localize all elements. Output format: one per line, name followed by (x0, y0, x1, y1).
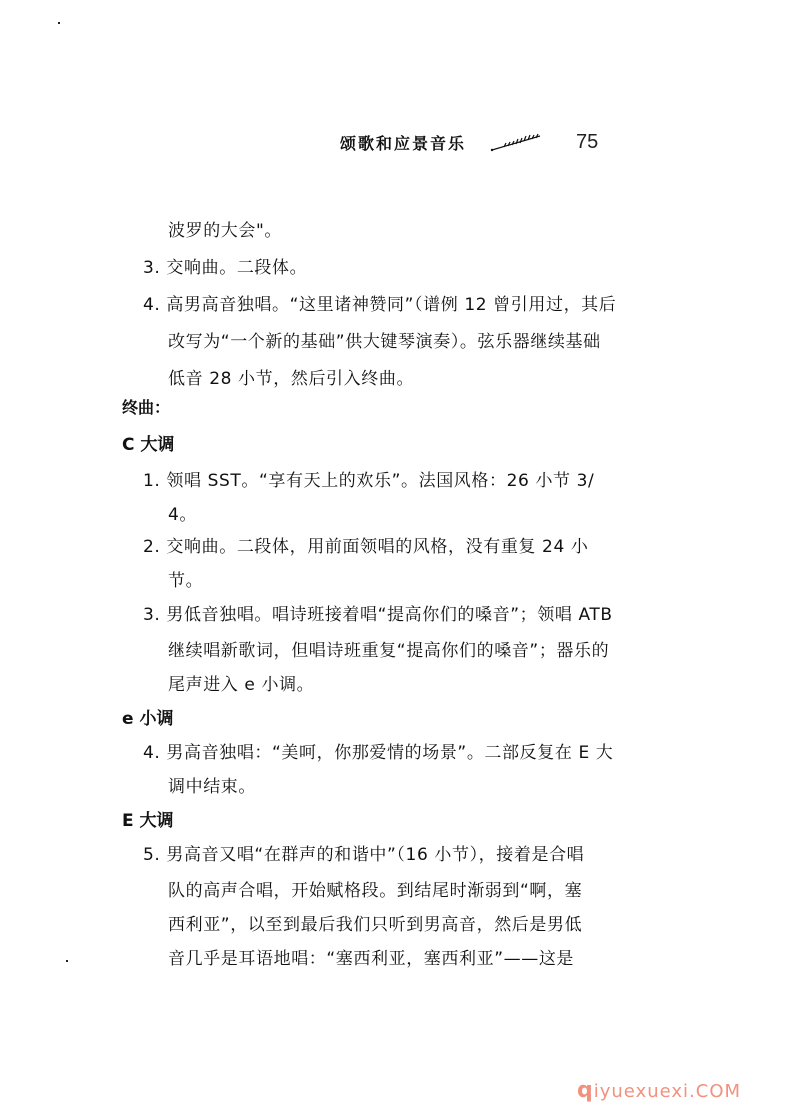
text-line: 继续唱新歌词，但唱诗班重复“提高你们的嗓音”；器乐的 (168, 641, 610, 661)
list-item-3-bass: 3. 男低音独唱。唱诗班接着唱“提高你们的嗓音”；领唱 ATB (143, 605, 613, 625)
list-item-4-tenor: 4. 男高音独唱：“美呵，你那爱情的场景”。二部反复在 E 大 (143, 743, 614, 763)
text-line: 音几乎是耳语地唱：“塞西利亚，塞西利亚”——这是 (168, 949, 575, 969)
key-heading-e-minor: e 小调 (122, 709, 174, 729)
text-line: 低音 28 小节，然后引入终曲。 (168, 369, 415, 389)
page-number: 75 (576, 130, 599, 153)
list-item-2-symphony: 2. 交响曲。二段体，用前面领唱的风格，没有重复 24 小 (143, 537, 589, 557)
text-line: 改写为“一个新的基础”供大键琴演奏）。弦乐器继续基础 (168, 332, 601, 352)
key-heading-c-major: C 大调 (122, 435, 175, 455)
list-item-3-symphony: 3. 交响曲。二段体。 (143, 258, 308, 278)
text-line: 波罗的大会"。 (168, 221, 283, 241)
watermark-text: iyuexuexi.COM (593, 1081, 742, 1102)
quill-feather-ornament-icon (490, 132, 546, 152)
text-line: 4。 (168, 505, 198, 525)
key-heading-e-major: E 大调 (122, 811, 174, 831)
section-heading-finale: 终曲： (122, 398, 171, 417)
margin-speck (66, 960, 68, 962)
text-line: 队的高声合唱，开始赋格段。到结尾时渐弱到“啊，塞 (168, 881, 583, 901)
text-line: 尾声进入 e 小调。 (168, 675, 315, 695)
list-item-4-countertenor: 4. 高男高音独唱。“这里诸神赞同”（谱例 12 曾引用过，其后 (143, 295, 617, 315)
list-item-1-sst: 1. 领唱 SST。“享有天上的欢乐”。法国风格：26 小节 3/ (143, 471, 595, 491)
text-line: 调中结束。 (168, 777, 256, 797)
watermark-initial: q (577, 1078, 594, 1103)
header-title: 颂歌和应景音乐 (340, 133, 467, 153)
margin-speck (58, 22, 60, 24)
text-line: 节。 (168, 571, 204, 591)
list-item-5-tenor-again: 5. 男高音又唱“在群声的和谐中”（16 小节），接着是合唱 (143, 845, 585, 865)
text-line: 西利亚”，以至到最后我们只听到男高音，然后是男低 (168, 915, 583, 935)
site-watermark (577, 1078, 741, 1103)
running-header (340, 124, 598, 160)
